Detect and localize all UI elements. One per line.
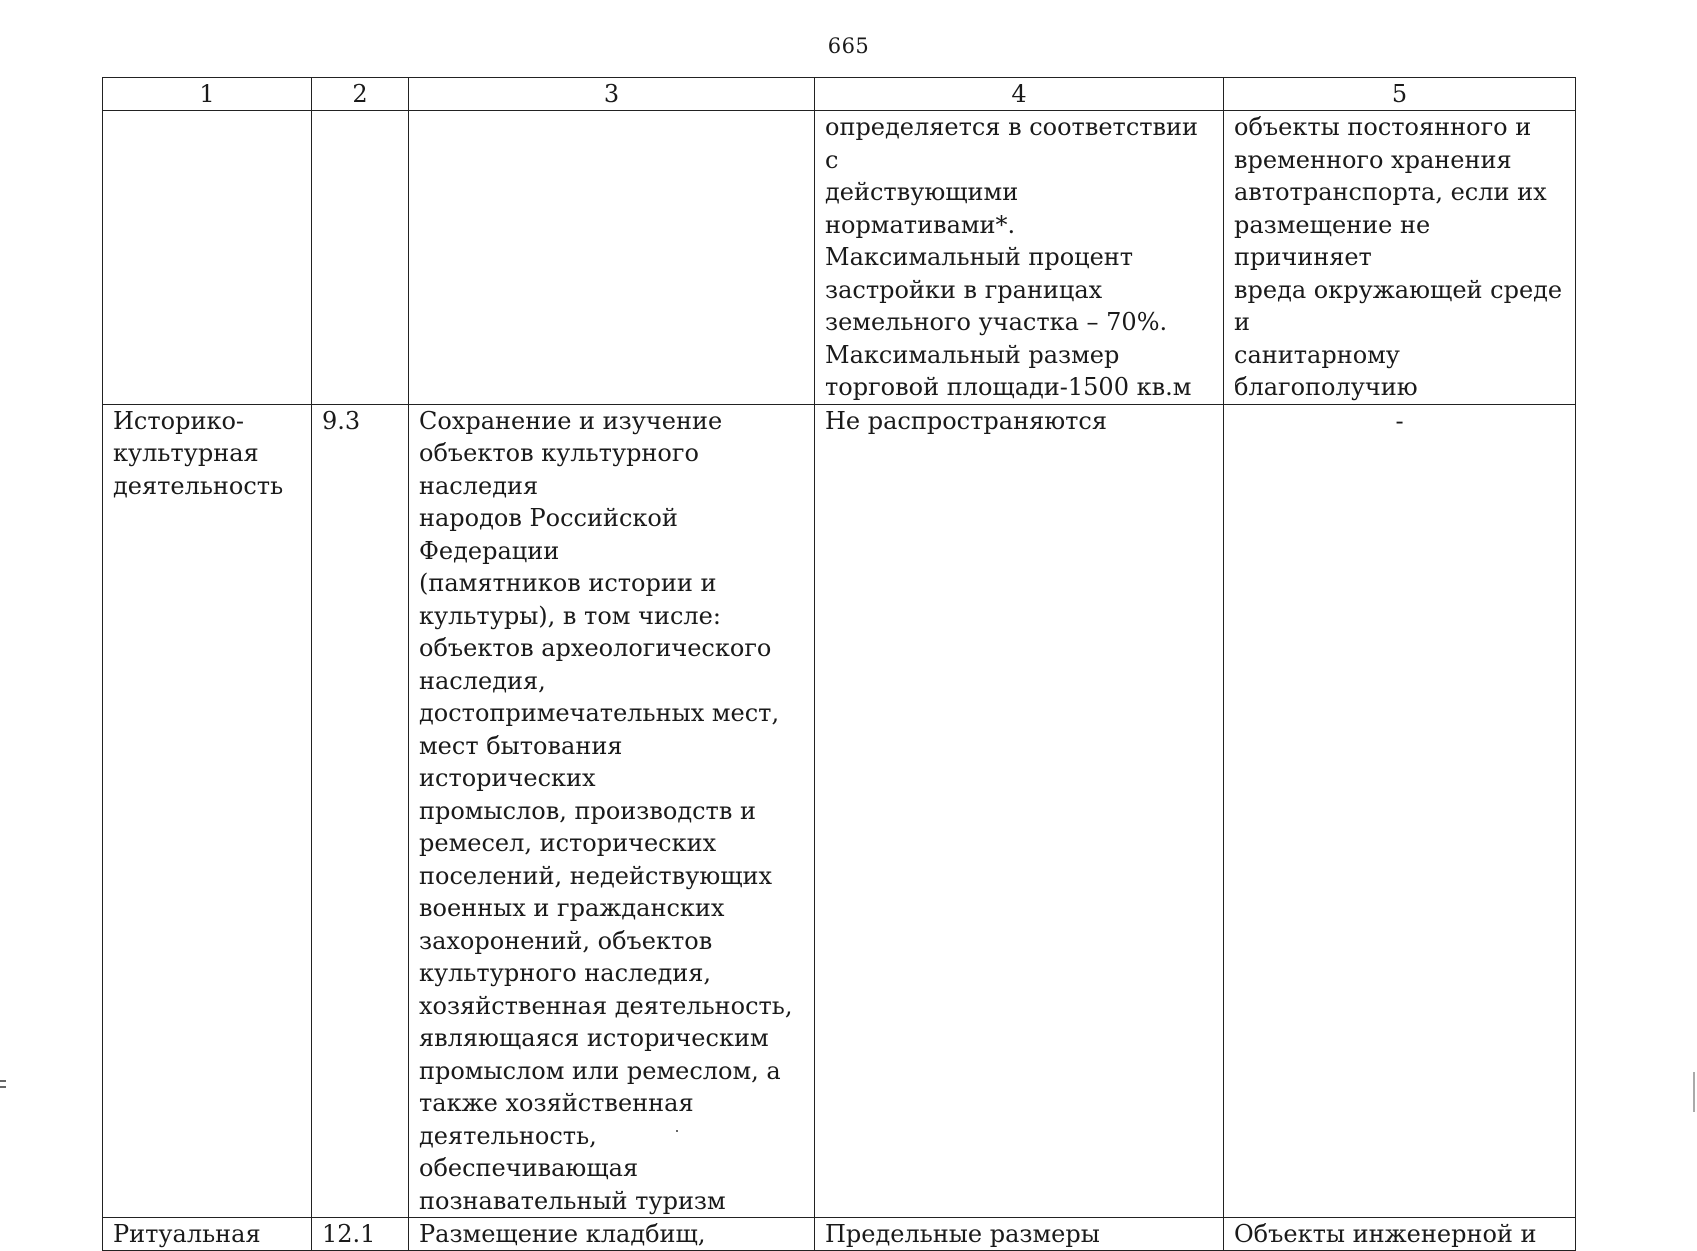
page-number: 665: [827, 34, 870, 58]
table-cell: [103, 404, 312, 1218]
table-row: [103, 404, 1576, 1218]
table-header-row: [103, 78, 1576, 111]
table-cell: [312, 1218, 409, 1251]
cell-text: Объекты инженерной и: [1234, 1220, 1537, 1248]
table-cell: [815, 1218, 1224, 1251]
cell-text: Предельные размеры: [825, 1220, 1100, 1248]
table-cell: [409, 1218, 815, 1251]
cell-text: определяется в соответствии с действующими нормативами*. Максимальный процент застройки в границах земельного участка – 70%. Максимальный размер торговой площади-1500 кв.м: [825, 113, 1199, 401]
scan-artifact-dot: [676, 1130, 678, 1132]
table-cell: [815, 111, 1224, 405]
cell-text: Историко- культурная деятельность: [113, 406, 284, 500]
column-header: 1: [103, 78, 312, 111]
table-cell: [1224, 1218, 1576, 1251]
scan-artifact-left: [0, 1086, 6, 1088]
column-header: 2: [312, 78, 409, 111]
scan-artifact-left: [0, 1080, 6, 1082]
table-row: [103, 111, 1576, 405]
cell-text: Не распространяются: [825, 406, 1107, 435]
table-cell: [312, 404, 409, 1218]
table-cell: [1224, 111, 1576, 405]
cell-text: объекты постоянного и временного хранения автотранспорта, если их размещение не причиняет вреда окружающей среде и санитарному благополучию: [1234, 113, 1563, 401]
cell-text: Сохранение и изучение объектов культурного наследия народов Российской Федерации (памятников истории и культуры), в том числе: объектов археологического наследия, достопримечательных мест, мест бытования исторических промыслов, производств и ремесел, исторических поселений, недействующих военных и гражданских захоронений, объектов культурного наследия, хозяйственная деятельность, являющаяся историческим промыслом или ремеслом, а также хозяйственная деятельность, обеспечивающая познавательный туризм: [419, 406, 793, 1215]
scan-artifact-right: [1693, 1072, 1695, 1112]
column-header: 5: [1224, 78, 1576, 111]
table-cell: [1224, 404, 1576, 1218]
column-header: 3: [409, 78, 815, 111]
zoning-table: [102, 77, 1576, 1251]
table-row: [103, 1218, 1576, 1251]
table-cell: [103, 111, 312, 405]
table-cell: [312, 111, 409, 405]
table-cell: [815, 404, 1224, 1218]
table-cell: [409, 111, 815, 405]
cell-text: -: [1395, 406, 1404, 435]
table-cell: [409, 404, 815, 1218]
table-cell: [103, 1218, 312, 1251]
cell-text: Размещение кладбищ,: [419, 1220, 706, 1248]
column-header: 4: [815, 78, 1224, 111]
cell-text: 12.1: [322, 1220, 376, 1248]
cell-text: Ритуальная: [113, 1220, 261, 1248]
cell-text: 9.3: [322, 406, 361, 435]
